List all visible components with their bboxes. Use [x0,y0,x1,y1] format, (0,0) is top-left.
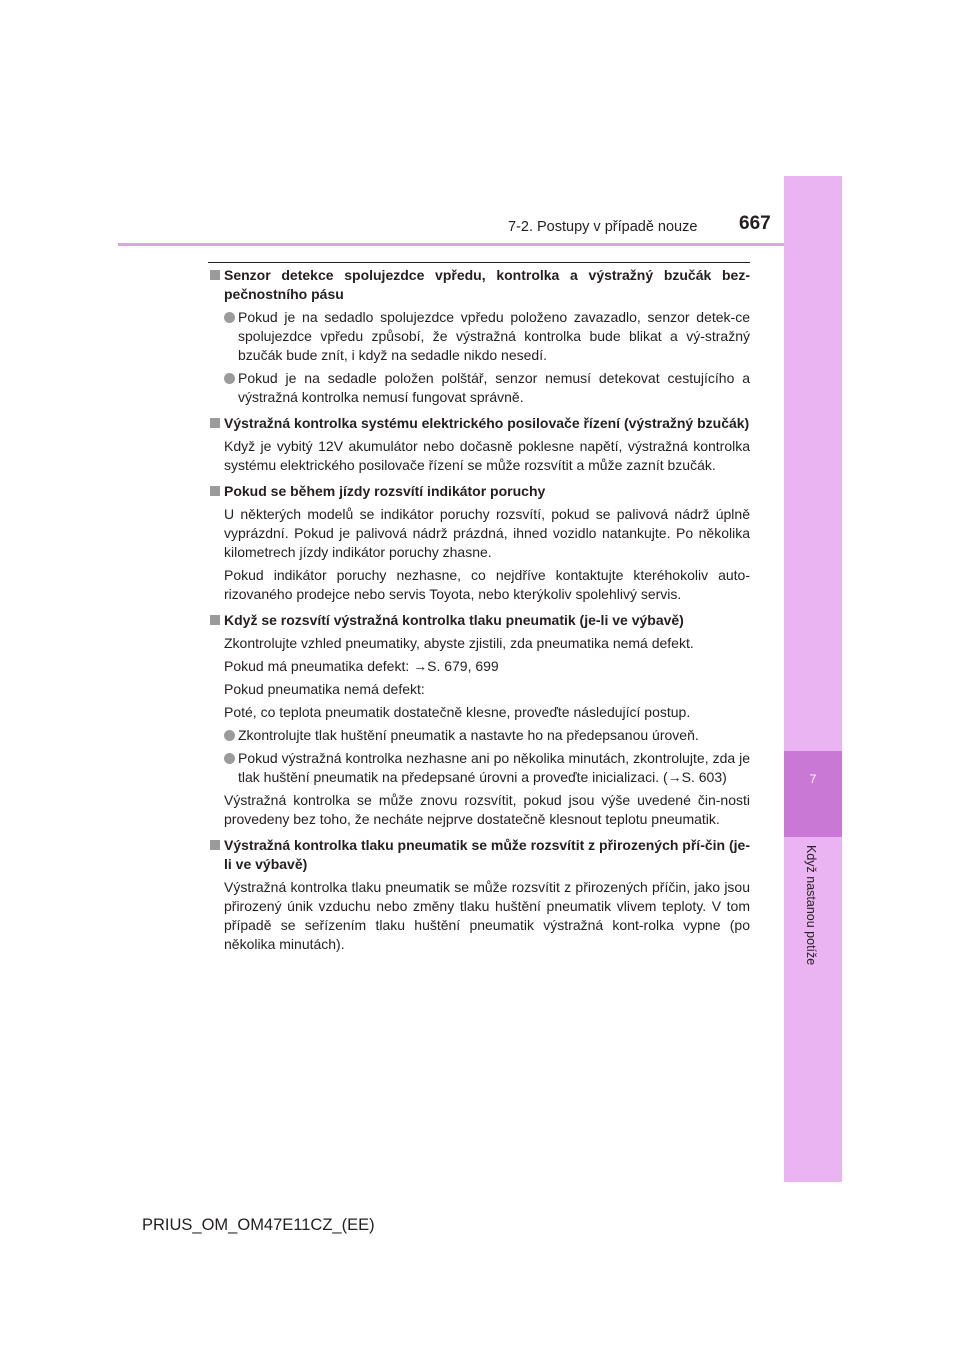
paragraph: U některých modelů se indikátor poruchy rozsvítí, pokud se palivová nádrž úplně vyprázdní. Pokud je palivová nádrž prázdná, ihned vozidlo natankujte. Po několika kilometrech jízdy indikátor poruchy zhasne. [224,506,750,560]
list-item-text: Pokud je na sedadlo spolujezdce vpředu položeno zavazadlo, senzor detek-ce spolujezdce vpředu způsobí, že výstražná kontrolka bude blikat a vý-stražný bzučák bude znít, i když na sedadle nikdo nesedí. [238,309,750,363]
heading-text: Výstražná kontrolka systému elektrického posilovače řízení (výstražný bzučák) [224,415,750,431]
section-heading [208,414,750,433]
main-content [208,266,750,954]
section-heading [208,611,750,630]
header-rule [118,243,840,246]
list-item [208,749,750,787]
paragraph: Když je vybitý 12V akumulátor nebo dočasně poklesne napětí, výstražná kontrolka systému elektrického posilovače řízení se může rozsvítit a může zaznít bzučák. [224,438,750,473]
list-item-text: Pokud je na sedadle položen polštář, senzor nemusí detekovat cestujícího a výstražná kontrolka nemusí fungovat správně. [238,370,750,405]
page-reference: Pokud má pneumatika defekt: →S. 679, 699 [224,658,499,674]
document-code: PRIUS_OM_OM47E11CZ_(EE) [142,1216,375,1234]
list-item [208,369,750,407]
chapter-number-box [784,751,842,837]
square-bullet-icon [210,418,220,428]
chapter-side-tab [784,176,842,1182]
section-label: 7-2. Postupy v případě nouze [508,219,698,235]
paragraph: Zkontrolujte vzhled pneumatiky, abyste zjistili, zda pneumatika nemá defekt. [224,635,694,651]
chapter-title-text: Když nastanou potíže [804,845,818,966]
content-top-rule [208,262,750,263]
circle-bullet-icon [224,753,235,764]
chapter-number: 7 [809,772,817,786]
square-bullet-icon [210,486,220,496]
paragraph: Výstražná kontrolka se může znovu rozsvítit, pokud jsou výše uvedené čin-nosti provedeny bez toho, že necháte nejprve dostatečně klesnout teplotu pneumatik. [224,792,750,827]
paragraph: Pokud indikátor poruchy nezhasne, co nejdříve kontaktujte kteréhokoliv auto-rizovaného prodejce nebo servis Toyota, nebo kterýkoliv spolehlivý servis. [224,567,750,602]
list-item-text: Pokud výstražná kontrolka nezhasne ani po několika minutách, zkontrolujte, zda je tlak huštění pneumatik na předepsané úrovni a proveďte inicializaci. (→S. 603) [238,750,750,785]
square-bullet-icon [210,615,220,625]
section-heading [208,266,750,304]
circle-bullet-icon [224,730,235,741]
heading-text: Senzor detekce spolujezdce vpředu, kontrolka a výstražný bzučák bez-pečnostního pásu [224,267,750,302]
list-item-text: Zkontrolujte tlak huštění pneumatik a nastavte ho na předepsanou úroveň. [238,727,699,743]
section-heading [208,836,750,874]
circle-bullet-icon [224,373,235,384]
page-number: 667 [739,213,771,234]
square-bullet-icon [210,270,220,280]
heading-text: Pokud se během jízdy rozsvítí indikátor poruchy [224,483,546,499]
list-item [208,726,750,745]
circle-bullet-icon [224,312,235,323]
paragraph: Poté, co teplota pneumatik dostatečně klesne, proveďte následující postup. [224,704,691,720]
square-bullet-icon [210,840,220,850]
paragraph: Pokud pneumatika nemá defekt: [224,681,425,697]
heading-text: Když se rozsvítí výstražná kontrolka tlaku pneumatik (je-li ve výbavě) [224,612,684,628]
paragraph: Výstražná kontrolka tlaku pneumatik se může rozsvítit z přirozených příčin, jako jsou přirozený únik vzduchu nebo změny tlaku huštění pneumatik vlivem teploty. V tom případě se seřízením tlaku huštění pneumatik výstražná kont-rolka vypne (po několika minutách). [224,879,750,952]
section-heading [208,482,750,501]
heading-text: Výstražná kontrolka tlaku pneumatik se může rozsvítit z přirozených pří-čin (je-li ve výbavě) [224,837,750,872]
list-item [208,308,750,365]
